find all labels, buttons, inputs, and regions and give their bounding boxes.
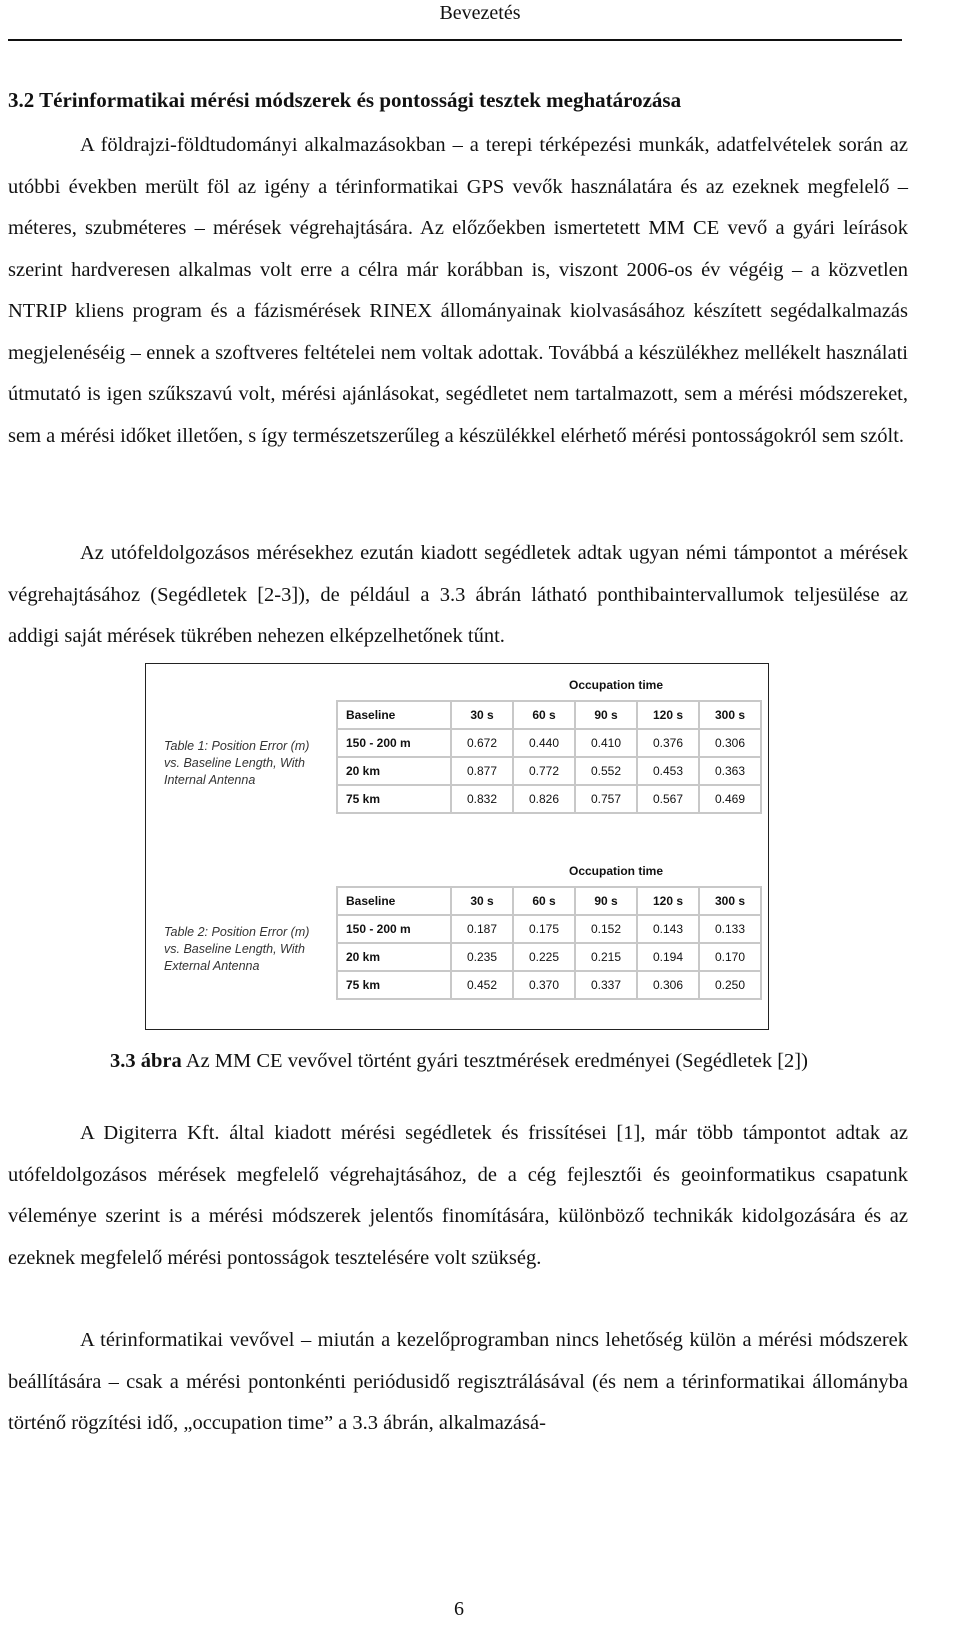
header-cell: 300 s: [699, 887, 761, 915]
table-cell: 0.440: [513, 729, 575, 757]
header-cell: 30 s: [451, 701, 513, 729]
table-cell: 0.826: [513, 785, 575, 813]
table-cell: 0.152: [575, 915, 637, 943]
table-row: [337, 943, 761, 971]
paragraph-1: A földrajzi-földtudományi alkalmazásokban – a terepi térképezési munkák, adatfelvételek során az utóbbi években merült föl az igény a térinformatikai GPS vevők használatára és az ezeknek megfelelő – méteres, szubméteres – mérések végrehajtására. Az előzőekben ismertetett MM CE vevő a gyári leírások szerint hardveresen alkalmas volt erre a célra már korábban is, viszont 2006-os év végéig – a közvetlen NTRIP kliens program és a fázismérések RINEX állományainak kiolvasásához készített segédalkalmazás megjelenéséig – ennek a szoftveres feltételei nem voltak adottak. Továbbá a készülékhez mellékelt használati útmutató is igen szűkszavú volt, mérési ajánlásokat, segédletet nem tartalmazott, sem a mérési módszereket, sem a mérési időket illetően, s így természetszerűleg a készülékkel elérhető mérési pontosságokról sem szólt.: [8, 134, 908, 447]
row-label: 150 - 200 m: [337, 729, 451, 757]
table-cell: 0.143: [637, 915, 699, 943]
table-cell: 0.452: [451, 971, 513, 999]
table-cell: 0.453: [637, 757, 699, 785]
row-label: 75 km: [337, 971, 451, 999]
row-label: 75 km: [337, 785, 451, 813]
table-row: [337, 757, 761, 785]
table-2-caption: Table 2: Position Error (m) vs. Baseline Length, With External Antenna: [164, 925, 310, 973]
table-cell: 0.469: [699, 785, 761, 813]
running-header: Bevezetés: [439, 2, 521, 24]
table-row: [337, 971, 761, 999]
table-1: [336, 700, 762, 814]
table-cell: 0.363: [699, 757, 761, 785]
table-1-occupation-label: Occupation time: [568, 678, 663, 692]
row-label: 150 - 200 m: [337, 915, 451, 943]
header-cell: Baseline: [337, 701, 451, 729]
table-header-row: [337, 887, 761, 915]
table-row: [337, 785, 761, 813]
row-label: 20 km: [337, 757, 451, 785]
table-cell: 0.133: [699, 915, 761, 943]
table-row: [337, 729, 761, 757]
table-cell: 0.337: [575, 971, 637, 999]
row-label: 20 km: [337, 943, 451, 971]
table-1-caption: Table 1: Position Error (m) vs. Baseline Length, With Internal Antenna: [164, 739, 310, 787]
table-cell: 0.187: [451, 915, 513, 943]
header-cell: 60 s: [513, 887, 575, 915]
table-cell: 0.410: [575, 729, 637, 757]
header-cell: 30 s: [451, 887, 513, 915]
table-cell: 0.215: [575, 943, 637, 971]
paragraph-4: A térinformatikai vevővel – miután a kezelőprogramban nincs lehetőség külön a mérési módszerek beállítására – csak a mérési pontonkénti periódusidő regisztrálásával (és nem a térinformatikai állományba történő rögzítési idő, „occupation time” a 3.3 ábrán, alkalmazásá-: [8, 1329, 908, 1434]
table-cell: 0.370: [513, 971, 575, 999]
table-header-row: [337, 701, 761, 729]
table-cell: 0.175: [513, 915, 575, 943]
figure-caption: [0, 1047, 918, 1075]
table-cell: 0.567: [637, 785, 699, 813]
figure-caption-label: 3.3 ábra: [110, 1050, 182, 1072]
table-cell: 0.194: [637, 943, 699, 971]
header-cell: 120 s: [637, 887, 699, 915]
header-cell: 90 s: [575, 887, 637, 915]
figure-caption-text: Az MM CE vevővel történt gyári tesztmérések eredményei (Segédletek [2]): [181, 1050, 808, 1072]
page-number: 6: [454, 1598, 464, 1620]
table-cell: 0.306: [637, 971, 699, 999]
table-2: [336, 886, 762, 1000]
table-row: [337, 915, 761, 943]
header-cell: 90 s: [575, 701, 637, 729]
section-title: 3.2 Térinformatikai mérési módszerek és pontossági tesztek meghatározása: [8, 88, 682, 112]
header-cell: 60 s: [513, 701, 575, 729]
paragraph-2: Az utófeldolgozásos mérésekhez ezután kiadott segédletek adtak ugyan némi támpontot a mérések végrehajtásához (Segédletek [2-3]), de például a 3.3 ábrán látható ponthibaintervallumok teljesülése az addigi saját mérések tükrében nehezen elképzelhetőnek tűnt.: [8, 542, 908, 647]
table-cell: 0.772: [513, 757, 575, 785]
table-2-occupation-label: Occupation time: [568, 864, 663, 878]
table-cell: 0.877: [451, 757, 513, 785]
header-cell: 120 s: [637, 701, 699, 729]
table-cell: 0.672: [451, 729, 513, 757]
table-cell: 0.250: [699, 971, 761, 999]
table-cell: 0.832: [451, 785, 513, 813]
paragraph-3: A Digiterra Kft. által kiadott mérési segédletek és frissítései [1], már több támpontot adtak az utófeldolgozásos mérések megfelelő végrehajtásához, de a cég fejlesztői és geoinformatikus csapatunk véleménye szerint is a mérési módszerek jelentős finomítására, különböző technikák kidolgozására és az ezeknek megfelelő mérési pontosságok tesztelésére volt szükség.: [8, 1122, 908, 1269]
table-cell: 0.235: [451, 943, 513, 971]
table-cell: 0.757: [575, 785, 637, 813]
table-cell: 0.306: [699, 729, 761, 757]
figure-image: [145, 663, 769, 1030]
table-cell: 0.225: [513, 943, 575, 971]
header-cell: 300 s: [699, 701, 761, 729]
header-cell: Baseline: [337, 887, 451, 915]
header-rule: [8, 39, 902, 41]
table-cell: 0.376: [637, 729, 699, 757]
table-cell: 0.170: [699, 943, 761, 971]
table-cell: 0.552: [575, 757, 637, 785]
